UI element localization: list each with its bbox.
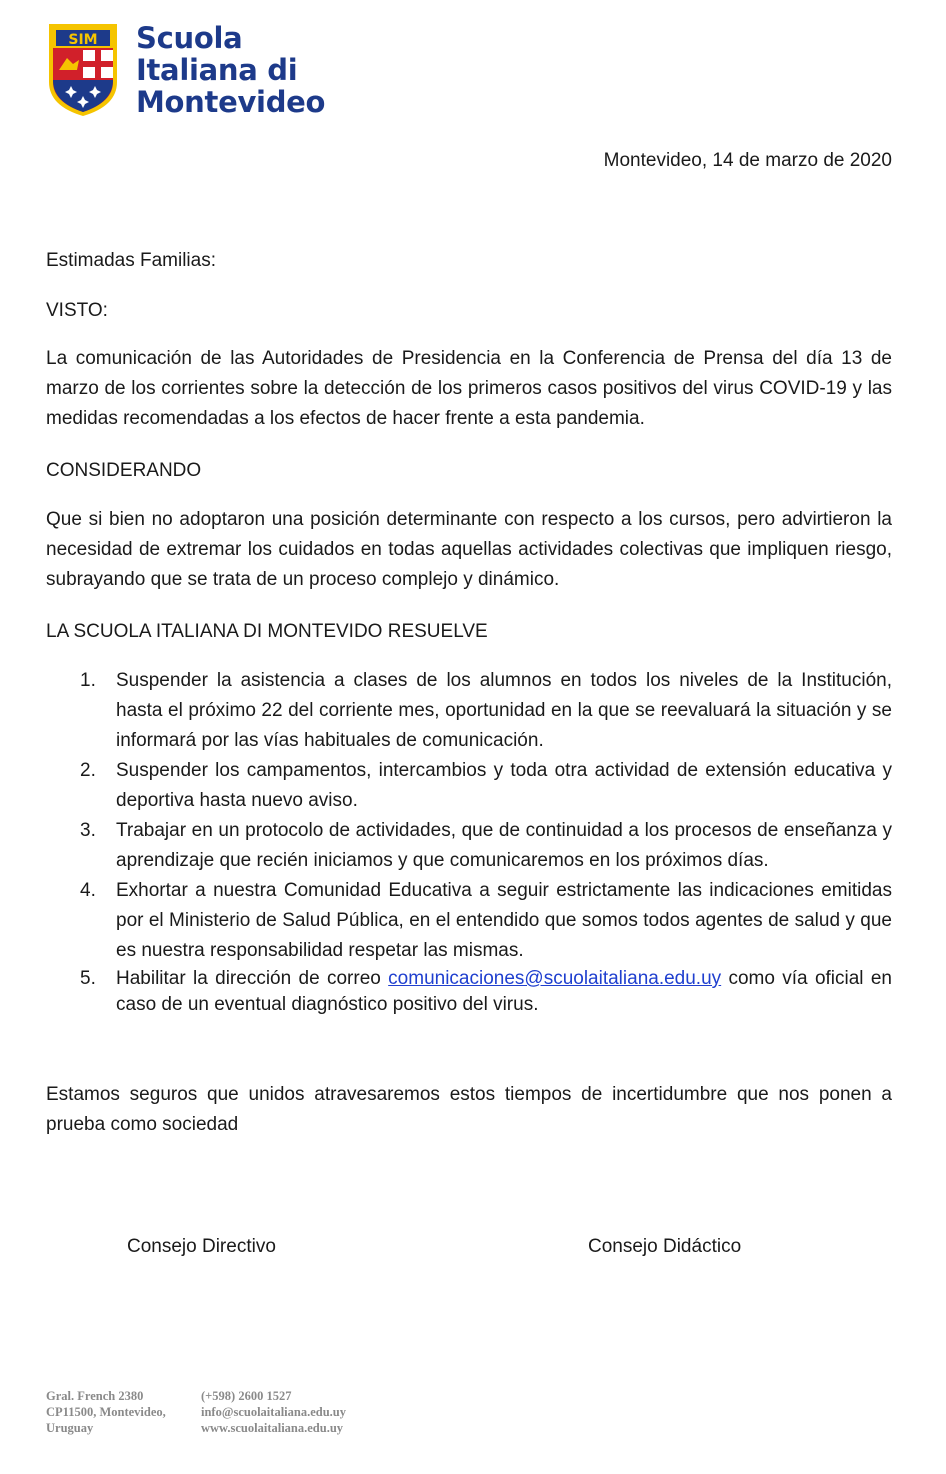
resuelve-heading: LA SCUOLA ITALIANA DI MONTEVIDO RESUELVE	[46, 621, 488, 642]
greeting: Estimadas Familias:	[46, 250, 216, 271]
visto-paragraph: La comunicación de las Autoridades de Presidencia en la Conferencia de Prensa del día 13 de marzo de los corrientes sobre la detección de los primeros casos positivos del virus COVID-19 y las medidas recomendadas a los efectos de hacer frente a esta pandemia.	[46, 348, 892, 429]
list-item	[46, 666, 892, 756]
considerando-heading: CONSIDERANDO	[46, 460, 202, 481]
footer-website: www.scuolaitaliana.edu.uy	[201, 1421, 344, 1435]
school-name	[136, 22, 325, 118]
list-item-number: 4.	[80, 880, 96, 901]
school-name-line-3: Montevideo	[136, 85, 326, 119]
list-item-number: 3.	[80, 820, 96, 841]
list-item-text-before: Habilitar la dirección de correo	[116, 968, 389, 989]
list-item	[46, 876, 892, 966]
list-item-number: 5.	[80, 968, 96, 989]
visto-heading: VISTO:	[46, 300, 108, 321]
list-item	[46, 816, 892, 876]
footer-address-line: Gral. French 2380	[46, 1389, 144, 1403]
footer-email: info@scuolaitaliana.edu.uy	[201, 1405, 346, 1419]
list-item-text: Suspender los campamentos, intercambios y toda otra actividad de extensión educativa y deportiva hasta nuevo aviso.	[116, 760, 892, 811]
school-crest-icon	[47, 22, 119, 118]
footer-address-line: Uruguay	[46, 1421, 94, 1435]
crest-letters: SIM	[68, 32, 98, 48]
considerando-paragraph: Que si bien no adoptaron una posición determinante con respecto a los cursos, pero advirtieron la necesidad de extremar los cuidados en todas aquellas actividades colectivas que impliquen riesgo, subrayando que se trata de un proceso complejo y dinámico.	[46, 509, 892, 590]
list-item	[46, 966, 892, 1018]
school-name-line-2: Italiana di	[136, 53, 298, 87]
footer-address-line: CP11500, Montevideo,	[46, 1405, 166, 1419]
list-item-text: Trabajar en un protocolo de actividades, que de continuidad a los procesos de enseñanza y aprendizaje que recién iniciamos y que comunicaremos en los próximos días.	[116, 820, 892, 871]
signature-right: Consejo Didáctico	[588, 1236, 742, 1257]
list-item-text: Suspender la asistencia a clases de los alumnos en todos los niveles de la Institución, hasta el próximo 22 del corriente mes, oportunidad en la que se reevaluará la situación y se informará por las vías habituales de comunicación.	[116, 670, 892, 751]
footer-phone: (+598) 2600 1527	[201, 1389, 292, 1403]
email-link[interactable]: comunicaciones@scuolaitaliana.edu.uy	[388, 968, 722, 989]
letter-date: Montevideo, 14 de marzo de 2020	[603, 150, 892, 171]
school-name-line-1: Scuola	[136, 21, 243, 55]
footer	[46, 1388, 346, 1436]
list-item-text: Exhortar a nuestra Comunidad Educativa a seguir estrictamente las indicaciones emitidas por el Ministerio de Salud Pública, en el entendido que somos todos agentes de salud y que es nuestra responsabilidad respetar las mismas.	[116, 880, 892, 961]
list-item-number: 1.	[80, 670, 96, 691]
signature-left: Consejo Directivo	[127, 1236, 276, 1257]
list-item-text-after: como vía oficial en caso de un eventual diagnóstico positivo del virus.	[116, 968, 892, 1015]
closing-paragraph: Estamos seguros que unidos atravesaremos estos tiempos de incertidumbre que nos ponen a prueba como sociedad	[46, 1084, 892, 1135]
list-item	[46, 756, 892, 816]
resolutions-list	[46, 666, 892, 1018]
list-item-number: 2.	[80, 760, 96, 781]
